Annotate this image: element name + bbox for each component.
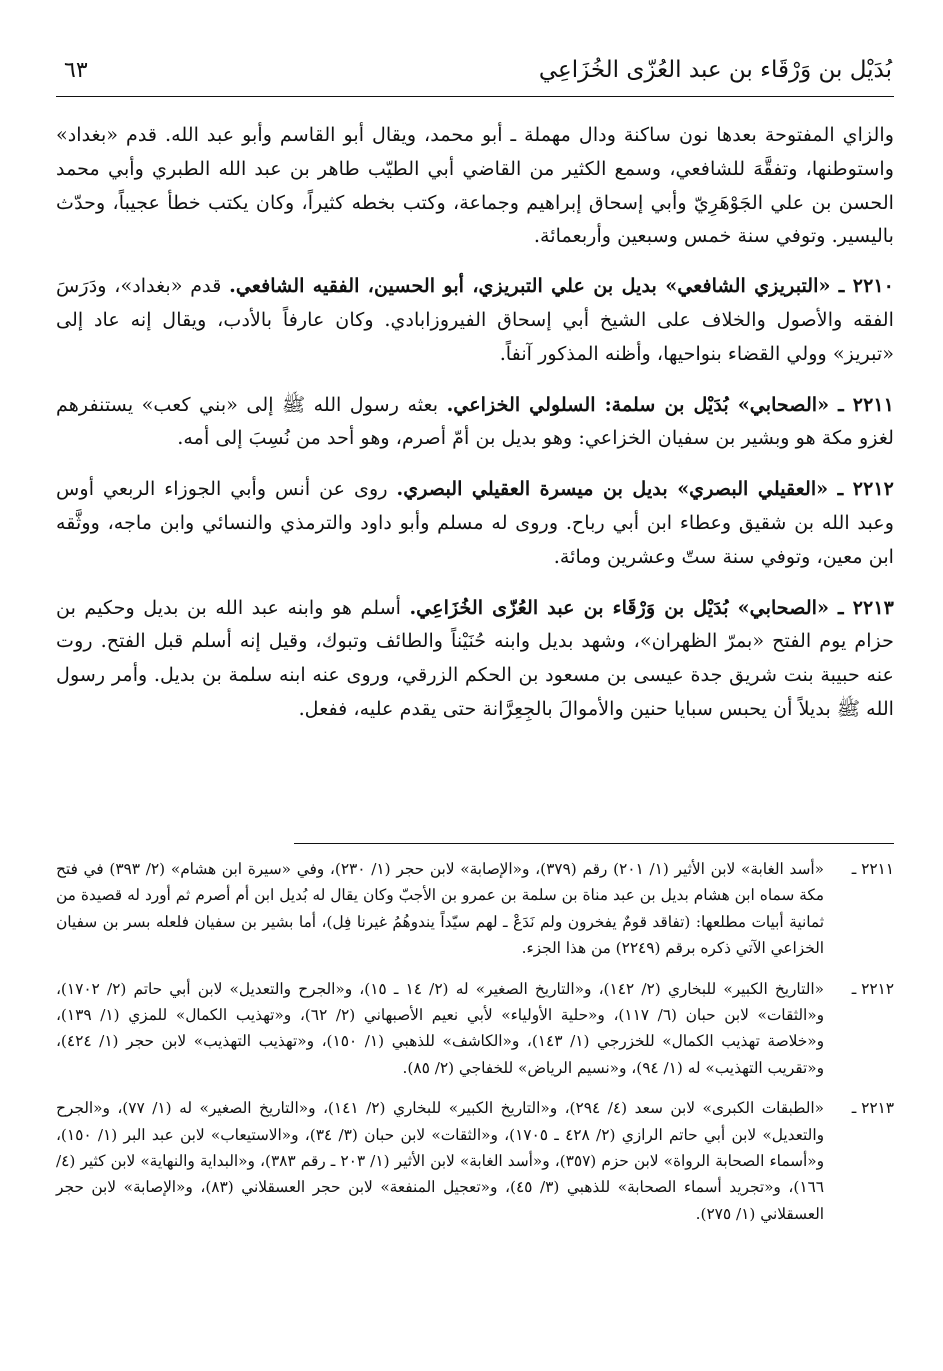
footnote-number: ٢٢١٢ ـ (851, 979, 894, 998)
page-number: ٦٣ (64, 58, 88, 83)
entry-text: روى عن أنس وأبي الجوزاء الربعي أوس وعبد الله بن شقيق وعطاء ابن أبي رباح. وروى له مسلم وأبو داود والترمذي والنسائي وابن ماجه، ووثَّقه ابن معين، وتوفي سنة ستّ وعشرين ومائة. (56, 477, 894, 568)
book-page (56, 50, 894, 1340)
entry-heading: ٢٢١٣ ـ «الصحابي» بُدَيْل بن وَرْقَاء بن عبد العُزّى الخُزَاعِي. (409, 595, 894, 619)
header-rule (56, 96, 894, 97)
footnote-2212 (56, 976, 894, 1082)
entry-heading: ٢٢١٢ ـ «العقيلي البصري» بديل بن ميسرة العقيلي البصري. (396, 477, 894, 501)
entry-2212 (56, 472, 894, 573)
footnote-number: ٢٢١١ ـ (851, 860, 894, 878)
entry-heading: ٢٢١١ ـ «الصحابي» بُدَيْل بن سلمة: السلولي الخزاعي. (446, 392, 894, 416)
footnote-separator (294, 843, 894, 844)
footnote-text: «التاريخ الكبير» للبخاري (٢/ ١٤٢)، و«التاريخ الصغير» له (٢/ ١٤ ـ ١٥)، و«الجرح والتعديل» لابن أبي حاتم (٢/ ١٧٠٢)، و«الثقات» لابن حبان (٦/ ١١٧)، و«حلية الأولياء» لأبي نعيم الأصبهاني (٢/ ٦٢)، و«تهذيب الكمال» للمزي (١/ ١٣٩)، و«خلاصة تهذيب الكمال» للخزرجي (١/ ١٤٣)، و«الكاشف» للذهبي (١/ ١٥٠)، و«تهذيب التهذيب» لابن حجر (١/ ٤٢٤)، و«تقريب التهذيب» له (١/ ٩٤)، و«نسيم الرياض» للخفاجي (٢/ ٨٥). (56, 979, 824, 1077)
entry-text: بعثه رسول الله ﷺ إلى «بني كعب» يستنفرهم لغزو مكة هو وبشير بن سفيان الخزاعي: وهو بديل بن أمّ أصرم، وهو أحد من نُسِبَ إلى أمه. (56, 392, 894, 450)
footnote-text: «الطبقات الكبرى» لابن سعد (٤/ ٢٩٤)، و«التاريخ الكبير» للبخاري (٢/ ١٤١)، و«التاريخ الصغير» له (١/ ٧٧)، و«الجرح والتعديل» لابن أبي حاتم الرازي (٢/ ٤٢٨ ـ ١٧٠٥)، و«الثقات» لابن حبان (٣/ ٣٤)، و«الاستيعاب» لابن عبد البر (١/ ١٥٠)، و«أسماء الصحابة الرواة» لابن حزم (٣٥٧)، و«أسد الغابة» لابن الأثير (١/ ٢٠٣ ـ رقم ٣٨٣)، و«البداية والنهاية» لابن كثير (٤/ ١٦٦)، و«تجريد أسماء الصحابة» للذهبي (٣/ ٤٥)، و«تعجيل المنفعة» لابن حجر العسقلاني (٨٣)، و«الإصابة» لابن حجر العسقلاني (١/ ٢٧٥). (56, 1099, 824, 1223)
continuation-paragraph: والزاي المفتوحة بعدها نون ساكنة ودال مهملة ـ أبو محمد، ويقال أبو القاسم وأبو عبد الله. قدم «بغداد» واستوطنها، وتفقَّهَ للشافعي، وسمع الكثير من القاضي أبي الطيّب طاهر بن عبد الله الطبري وأبي محمد الحسن بن علي الجَوْهَرِيّ وأبي إسحاق إبراهيم وجماعة، وكتب بخطه كثيراً، وكان يكتب خطأ عجيباً، وحدّث باليسير. وتوفي سنة خمس وسبعين وأربعمائة. (56, 123, 894, 248)
entry-text: أسلم هو وابنه عبد الله بن بديل وحكيم بن حزام يوم الفتح «بمرّ الظهران»، وشهد بديل وابنه حُنَيْناً والطائف وتبوك، وقيل إنه أسلم قبل الفتح. روت عنه حبيبة بنت شريق جدة عيسى بن مسعود بن الحكم الزرقي، وروى عنه ابنه سلمة بن بديل. وأمر رسول الله ﷺ بديلاً أن يحبس سبايا حنين والأموالَ بالجِعِرَّانة حتى يقدم عليه، ففعل. (56, 595, 894, 720)
entry-heading: ٢٢١٠ ـ «التبريزي الشافعي» بديل بن علي التبريزي، أبو الحسين، الفقيه الشافعي. (229, 274, 894, 298)
footnote-text: «أسد الغابة» لابن الأثير (١/ ٢٠١) رقم (٣٧٩)، و«الإصابة» لابن حجر (١/ ٢٣٠)، وفي «سيرة ابن هشام» (٢/ ٣٩٣) في فتح مكة سماه ابن هشام بديل بن عبد مناة بن سلمة بن عمرو بن الأجبّ وكان يقال له بُديل ابن أم أصرم ثم أورد له قصيدة من ثمانية أبيات مطلعها: (تفاقد قومٌ يفخرون ولم نَدَعْ ـ لهم سيّداً يندوهُمُ غيرنا فِل)، أما بشير بن سفيان فلعله بسر بن سفيان الخزاعي الآتي ذكره برقم (٢٢٤٩) من هذا الجزء. (56, 860, 824, 958)
footnote-2213 (56, 1095, 894, 1227)
footnotes (56, 856, 894, 1241)
running-header (56, 50, 894, 94)
entry-text: قدم «بغداد»، ودَرَسَ الفقه والأصول والخلاف على الشيخ أبي إسحاق الفيروزابادي. وكان عارفاً بالأدب، ويقال إنه عاد إلى «تبريز» وولي القضاء بنواحيها، وأظنه المذكور آنفاً. (56, 274, 894, 365)
footnote-2211 (56, 856, 894, 962)
entry-2213 (56, 591, 894, 726)
footnote-number: ٢٢١٣ ـ (851, 1099, 894, 1118)
main-text (56, 118, 894, 743)
entry-2210 (56, 269, 894, 370)
entry-2211 (56, 388, 894, 456)
running-title: بُدَيْل بن وَرْقَاء بن عبد العُزّى الخُزَاعِي (538, 57, 892, 83)
